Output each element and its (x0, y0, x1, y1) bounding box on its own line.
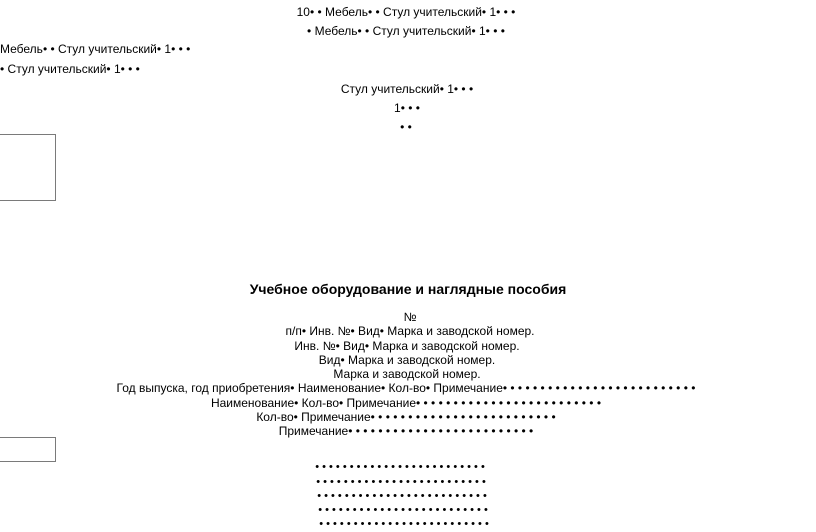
top-line-1: 10• • Мебель• • Стул учительский• 1• • • (296, 5, 516, 19)
header-line-6: Год выпуска, год приобретения• Наименование• Кол-во• Примечание• • • • • • • • • • • • • • • • • • • • • • • • • • (116, 381, 696, 395)
top-line-3: Мебель• • Стул учительский• 1• • • (0, 42, 191, 56)
top-line-2: • Мебель• • Стул учительский• 1• • • (307, 24, 505, 38)
dot-row-3: • • • • • • • • • • • • • • • • • • • • • • • • • (317, 490, 487, 502)
header-line-4: Вид• Марка и заводской номер. (318, 353, 496, 367)
top-line-6: 1• • • (394, 101, 420, 115)
left-box-top (0, 134, 56, 201)
top-line-4: • Стул учительский• 1• • • (0, 62, 140, 76)
header-line-5: Марка и заводской номер. (333, 367, 481, 381)
dot-row-5: • • • • • • • • • • • • • • • • • • • • • • • • • (319, 518, 489, 530)
left-box-bottom (0, 437, 56, 462)
header-line-9: Примечание• • • • • • • • • • • • • • • • • • • • • • • • • (278, 424, 534, 438)
top-line-5: Стул учительский• 1• • • (340, 82, 474, 96)
header-line-3: Инв. №• Вид• Марка и заводской номер. (294, 339, 520, 353)
dot-row-1: • • • • • • • • • • • • • • • • • • • • • • • • • (315, 461, 485, 473)
header-line-8: Кол-во• Примечание• • • • • • • • • • • • • • • • • • • • • • • • • (256, 410, 556, 424)
section-title: Учебное оборудование и наглядные пособия (249, 281, 567, 297)
dot-row-2: • • • • • • • • • • • • • • • • • • • • • • • • • (316, 476, 486, 488)
header-line-1: № (403, 310, 417, 324)
header-line-2: п/п• Инв. №• Вид• Марка и заводской номер. (285, 324, 535, 338)
dot-row-4: • • • • • • • • • • • • • • • • • • • • • • • • • (318, 504, 488, 516)
top-line-7: • • (400, 120, 412, 134)
header-line-7: Наименование• Кол-во• Примечание• • • • • • • • • • • • • • • • • • • • • • • • • (210, 396, 602, 410)
